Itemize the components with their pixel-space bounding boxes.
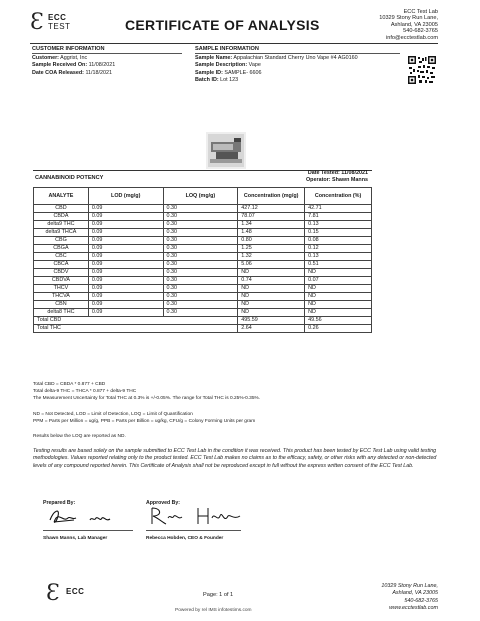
approved-signature	[148, 504, 248, 528]
conc-pct-cell: 0.15	[305, 229, 372, 237]
approved-by-label: Approved By:	[146, 500, 181, 506]
potency-row	[34, 237, 372, 245]
footer-address-line: 540-682-3765	[404, 597, 438, 604]
date-tested: Date Tested: 11/08/2021	[307, 170, 368, 176]
potency-row	[34, 213, 372, 221]
prepared-by-label: Prepared By:	[43, 500, 76, 506]
customer-heading-rule	[32, 53, 182, 54]
sample-info	[195, 46, 400, 85]
lod-cell: 0.09	[88, 205, 163, 213]
potency-row	[34, 285, 372, 293]
sample-name-label: Sample Name:	[195, 54, 233, 61]
sample-photo	[206, 132, 246, 169]
page-number: Page: 1 of 1	[203, 592, 234, 598]
batch-id-label: Batch ID:	[195, 77, 219, 84]
lod-cell: 0.09	[88, 277, 163, 285]
lod-cell: 0.09	[88, 269, 163, 277]
lod-cell: 0.09	[88, 285, 163, 293]
page-title: CERTIFICATE OF ANALYSIS	[125, 17, 320, 33]
uncertainty-note: The Measurement Uncertainty for Total THC at 0.3% is +/-0.05%. The range for Total THC is 0.25%-0.35%.	[33, 396, 261, 401]
lod-cell: 0.09	[88, 237, 163, 245]
prepared-by-name: Shawn Manns, Lab Manager	[43, 536, 108, 541]
released-label: Date COA Released:	[32, 69, 84, 76]
conc-pct-cell: ND	[305, 309, 372, 317]
loq-cell: 0.30	[163, 293, 238, 301]
received-label: Sample Received On:	[32, 62, 88, 69]
total-label-cell: Total THC	[34, 325, 238, 333]
footer-address	[328, 583, 438, 613]
analyte-cell: CBDV	[34, 269, 89, 277]
header-divider	[30, 43, 438, 44]
lab-address-line: 10329 Stony Run Lane,	[379, 15, 438, 22]
released-value: 11/18/2021	[85, 69, 113, 76]
loq-cell: 0.30	[163, 269, 238, 277]
sample-heading: SAMPLE INFORMATION	[195, 46, 259, 52]
powered-by: Powered by rel IMS infotestims.com	[175, 608, 252, 613]
conc-mg-cell: 1.48	[238, 229, 305, 237]
potency-test-meta	[250, 170, 368, 185]
abbreviation-notes	[33, 411, 443, 425]
approved-by-name: Rebecca Hobden, CEO & Founder	[146, 536, 224, 541]
conc-pct-cell: 0.13	[305, 253, 372, 261]
analyte-cell: THCVA	[34, 293, 89, 301]
sample-id-value: SAMPLE- 6606	[224, 69, 262, 76]
analyte-cell: delta8 THC	[34, 309, 89, 317]
lab-address-line: info@ecctestlab.com	[385, 34, 438, 41]
analyte-cell: CBN	[34, 301, 89, 309]
potency-heading: CANNABINOID POTENCY	[35, 175, 104, 181]
total-label-cell: Total CBD	[34, 317, 238, 325]
conc-pct-cell: 0.08	[305, 237, 372, 245]
potency-row	[34, 221, 372, 229]
conc-mg-cell: 1.34	[238, 221, 305, 229]
abbrev-line-2: PPM = Parts per Million = ug/g, PPB = Parts per Billion = ug/kg, CFU/g = Colony Forming Units per gram	[33, 419, 256, 424]
formula-total-cbd: Total CBD = CBDA * 0.877 + CBD	[33, 382, 106, 387]
col-header-analyte: ANALYTE	[34, 188, 89, 205]
conc-mg-cell: 1.32	[238, 253, 305, 261]
potency-row	[34, 261, 372, 269]
loq-cell: 0.30	[163, 261, 238, 269]
loq-cell: 0.30	[163, 277, 238, 285]
loq-cell: 0.30	[163, 285, 238, 293]
potency-row	[34, 229, 372, 237]
disclaimer: Testing results are based solely on the sample submitted to ECC Test Lab in the condition it was received. This product has been tested by ECC Test Lab using valid testing methodologies. Values reported relating only to the product tested. ECC Test Lab makes no claims as to the efficacy, safety, or other risks with any detected or non-detected levels of any compound reported herein. This Certificate of Analysis shall not be reproduced except in full without the express written consent of the ECC Test Lab.	[33, 448, 437, 469]
lod-cell: 0.09	[88, 301, 163, 309]
potency-row	[34, 269, 372, 277]
formula-total-thc: Total delta-9 THC = THCA * 0.877 + delta-9 THC	[33, 389, 137, 394]
conc-pct-cell: ND	[305, 285, 372, 293]
conc-mg-cell: ND	[238, 309, 305, 317]
lab-address	[318, 9, 438, 41]
loq-cell: 0.30	[163, 301, 238, 309]
conc-pct-cell: 0.12	[305, 245, 372, 253]
loq-cell: 0.30	[163, 253, 238, 261]
lod-cell: 0.09	[88, 253, 163, 261]
col-header-loq: LOQ (mg/g)	[163, 188, 238, 205]
potency-table	[33, 187, 372, 333]
lod-cell: 0.09	[88, 245, 163, 253]
footer-address-line: Ashland, VA 23005	[392, 590, 438, 597]
operator: Operator: Shawn Manns	[305, 177, 368, 184]
lod-cell: 0.09	[88, 221, 163, 229]
potency-row	[34, 309, 372, 317]
sample-desc-label: Sample Description:	[195, 62, 248, 69]
received-value: 11/08/2021	[88, 62, 116, 69]
conc-pct-cell: ND	[305, 293, 372, 301]
footer-logo-text: ECC	[66, 587, 85, 596]
analyte-cell: CBGA	[34, 245, 89, 253]
total-mg-cell: 2.64	[238, 325, 305, 333]
conc-mg-cell: ND	[238, 285, 305, 293]
loq-cell: 0.30	[163, 213, 238, 221]
conc-pct-cell: 7.81	[305, 213, 372, 221]
sample-desc-value: Vape	[248, 62, 261, 69]
approved-signature-line	[146, 530, 241, 531]
conc-pct-cell: ND	[305, 269, 372, 277]
loq-cell: 0.30	[163, 309, 238, 317]
loq-cell: 0.30	[163, 245, 238, 253]
prepared-signature-line	[43, 530, 133, 531]
customer-label: Customer:	[32, 54, 59, 61]
customer-value: Aggrist, Inc	[60, 54, 88, 61]
footer-address-line: www.ecctestlab.com	[389, 605, 438, 612]
conc-mg-cell: 5.06	[238, 261, 305, 269]
sample-id-label: Sample ID:	[195, 69, 223, 76]
conc-pct-cell: 0.07	[305, 277, 372, 285]
loq-cell: 0.30	[163, 237, 238, 245]
batch-id-value: Lot 123	[220, 77, 239, 84]
lod-cell: 0.09	[88, 261, 163, 269]
footer-logo-mark: Ɛ	[46, 581, 60, 606]
potency-row	[34, 277, 372, 285]
potency-row	[34, 253, 372, 261]
conc-pct-cell: 42.71	[305, 205, 372, 213]
potency-total-row	[34, 317, 372, 325]
ecc-logo-mark: Ɛ	[30, 10, 44, 35]
conc-pct-cell: 0.51	[305, 261, 372, 269]
col-header-conc-pct: Concentration (%)	[305, 188, 372, 205]
potency-row	[34, 245, 372, 253]
logo-text-bottom: TEST	[48, 22, 71, 31]
prepared-signature	[46, 506, 126, 528]
analyte-cell: delta9 THCA	[34, 229, 89, 237]
lod-cell: 0.09	[88, 293, 163, 301]
lod-cell: 0.09	[88, 229, 163, 237]
lab-address-line: ECC Test Lab	[403, 9, 438, 15]
conc-mg-cell: 1.25	[238, 245, 305, 253]
analyte-cell: THCV	[34, 285, 89, 293]
formula-notes	[33, 381, 443, 402]
total-mg-cell: 495.59	[238, 317, 305, 325]
analyte-cell: delta9 THC	[34, 221, 89, 229]
conc-mg-cell: 0.80	[238, 237, 305, 245]
conc-mg-cell: ND	[238, 293, 305, 301]
customer-heading: CUSTOMER INFORMATION	[32, 46, 105, 52]
lab-address-line: Ashland, VA 23005	[390, 21, 438, 28]
analyte-cell: CBCA	[34, 261, 89, 269]
conc-mg-cell: 0.74	[238, 277, 305, 285]
loq-cell: 0.30	[163, 221, 238, 229]
analyte-cell: CBDVA	[34, 277, 89, 285]
conc-mg-cell: 78.07	[238, 213, 305, 221]
col-header-conc-mg: Concentration (mg/g)	[238, 188, 305, 205]
potency-row	[34, 205, 372, 213]
footer-address-line: 10329 Stony Run Lane,	[381, 583, 438, 589]
conc-mg-cell: ND	[238, 269, 305, 277]
total-pct-cell: 49.56	[305, 317, 372, 325]
analyte-cell: CBC	[34, 253, 89, 261]
analyte-cell: CBDA	[34, 213, 89, 221]
conc-mg-cell: ND	[238, 301, 305, 309]
conc-pct-cell: 0.13	[305, 221, 372, 229]
lod-cell: 0.09	[88, 213, 163, 221]
sample-name-value: Appalachian Standard Cherry Uno Vape #4 AG0160	[233, 54, 358, 61]
lod-cell: 0.09	[88, 309, 163, 317]
abbrev-line-1: ND = Not Detected, LOD = Limit of Detection, LOQ = Limit of Quantification	[33, 412, 193, 417]
analyte-cell: CBG	[34, 237, 89, 245]
loq-cell: 0.30	[163, 229, 238, 237]
logo-text-top: ECC	[48, 13, 67, 22]
lab-address-line: 540-682-3765	[403, 28, 438, 35]
loq-cell: 0.30	[163, 205, 238, 213]
potency-total-row	[34, 325, 372, 333]
qr-code-icon[interactable]	[408, 56, 436, 84]
sample-heading-rule	[195, 53, 400, 54]
customer-info	[32, 46, 182, 77]
conc-mg-cell: 427.12	[238, 205, 305, 213]
total-pct-cell: 0.26	[305, 325, 372, 333]
loq-note: Results below the LOQ are reported as ND.	[33, 434, 126, 439]
conc-pct-cell: ND	[305, 301, 372, 309]
col-header-lod: LOD (mg/g)	[88, 188, 163, 205]
potency-header-row	[34, 188, 372, 205]
potency-row	[34, 301, 372, 309]
analyte-cell: CBD	[34, 205, 89, 213]
potency-row	[34, 293, 372, 301]
